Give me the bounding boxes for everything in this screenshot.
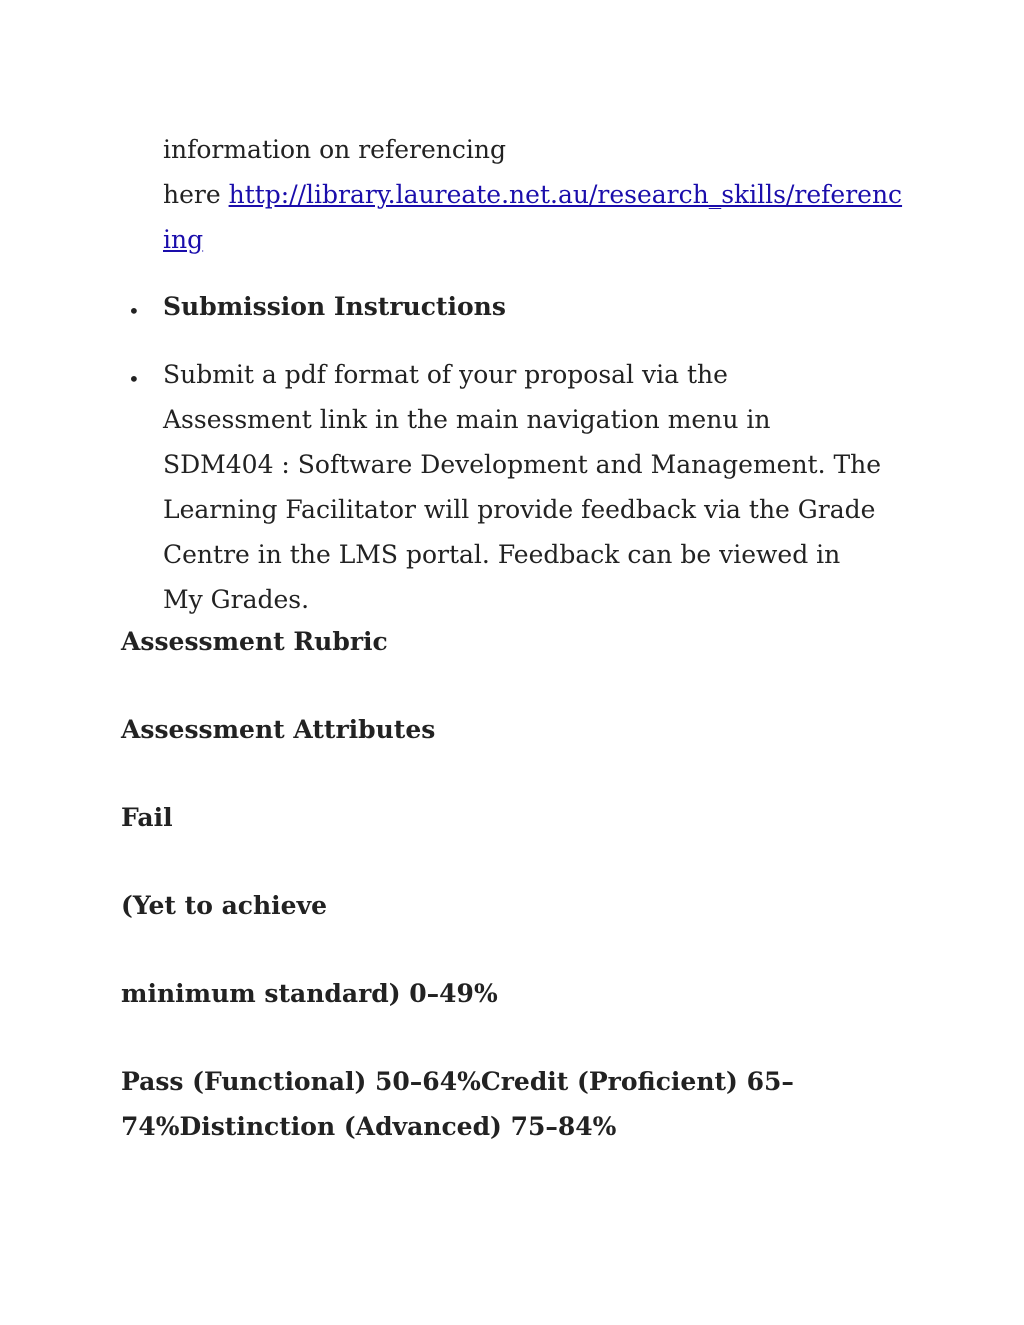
assessment-rubric-heading: Assessment Rubric: [121, 627, 388, 656]
fail-heading: Fail: [121, 803, 173, 832]
yet-to-achieve-heading: (Yet to achieve: [121, 891, 328, 920]
bullet-icon: •: [128, 299, 140, 323]
minimum-standard-heading: minimum standard) 0–49%: [121, 979, 498, 1008]
submission-instructions-heading: Submission Instructions: [163, 292, 506, 321]
assessment-attributes-heading: Assessment Attributes: [121, 715, 436, 744]
continuation-text: information on referencing: [163, 135, 506, 164]
bullet-icon: •: [128, 367, 140, 391]
grade-bands-heading: Pass (Functional) 50–64%Credit (Proficient) 65–74%Distinction (Advanced) 75–84%: [121, 1067, 794, 1141]
submit-instructions-text: Submit a pdf format of your proposal via the Assessment link in the main navigation menu in SDM404 : Software Development and Management. The Learning Facilitator will provide feedback via the Grade Centre in the LMS portal. Feedback can be viewed in My Grades.: [163, 360, 882, 614]
continuation-here: here: [163, 180, 229, 209]
referencing-continuation: [163, 127, 903, 262]
referencing-link[interactable]: http://library.laureate.net.au/research_skills/referencing: [163, 180, 903, 254]
